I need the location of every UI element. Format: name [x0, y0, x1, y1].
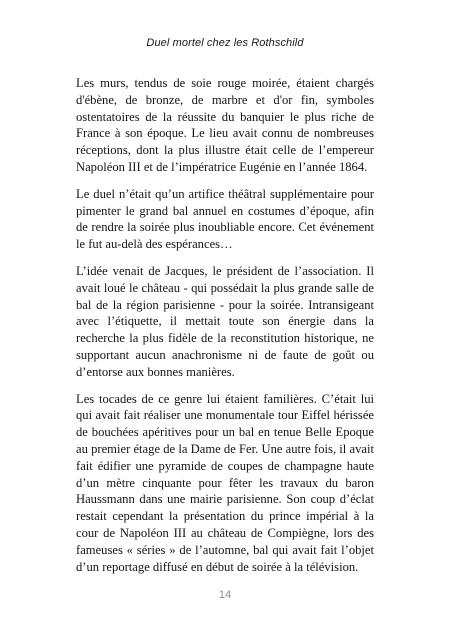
- page-number: 14: [218, 589, 232, 601]
- paragraph: Les tocades de ce genre lui étaient familières. C’était lui qui avait fait réaliser une monumentale tour Eiffel hérissée de bouchées apéritives pour un bal en tenue Belle Epoque au premier étage de la Dame de Fer. Une autre fois, il avait fait édifier une pyramide de coupes de champagne haute d’un mètre cinquante pour fêter les travaux du baron Haussmann dans une mairie parisienne. Son coup d’éclat restait cependant la présentation du prince impérial à la cour de Napoléon III au château de Compiègne, lors des fameuses « séries » de l’automne, bal qui avait fait l’objet d’un reportage diffusé en début de soirée à la télévision.: [76, 391, 374, 574]
- body-text: [76, 75, 374, 585]
- paragraph: L’idée venait de Jacques, le président de l’association. Il avait loué le château - qui possédait la plus grande salle de bal de la région parisienne - pour la soirée. Intransigeant avec l’étiquette, il mettait toute son énergie dans la recherche la plus fidèle de la reconstitution historique, ne supportant aucun anachronisme ni de faute de goût ou d’entorse aux bonnes manières.: [76, 263, 374, 379]
- paragraph: Le duel n’était qu’un artifice théâtral supplémentaire pour pimenter le grand bal annuel en costumes d’époque, afin de rendre la soirée plus inoubliable encore. Cet événement le fut au-delà des espérances…: [76, 186, 374, 252]
- running-header-title: Duel mortel chez les Rothschild: [146, 37, 304, 49]
- paragraph: Les murs, tendus de soie rouge moirée, étaient chargés d'ébène, de bronze, de marbre et d'or fin, symboles ostentatoires de la réussite du banquier le plus riche de France à son époque. Le lieu avait connu de nombreuses réceptions, dont la plus illustre était celle de l’empereur Napoléon III et de l’impératrice Eugénie en l’année 1864.: [76, 76, 374, 174]
